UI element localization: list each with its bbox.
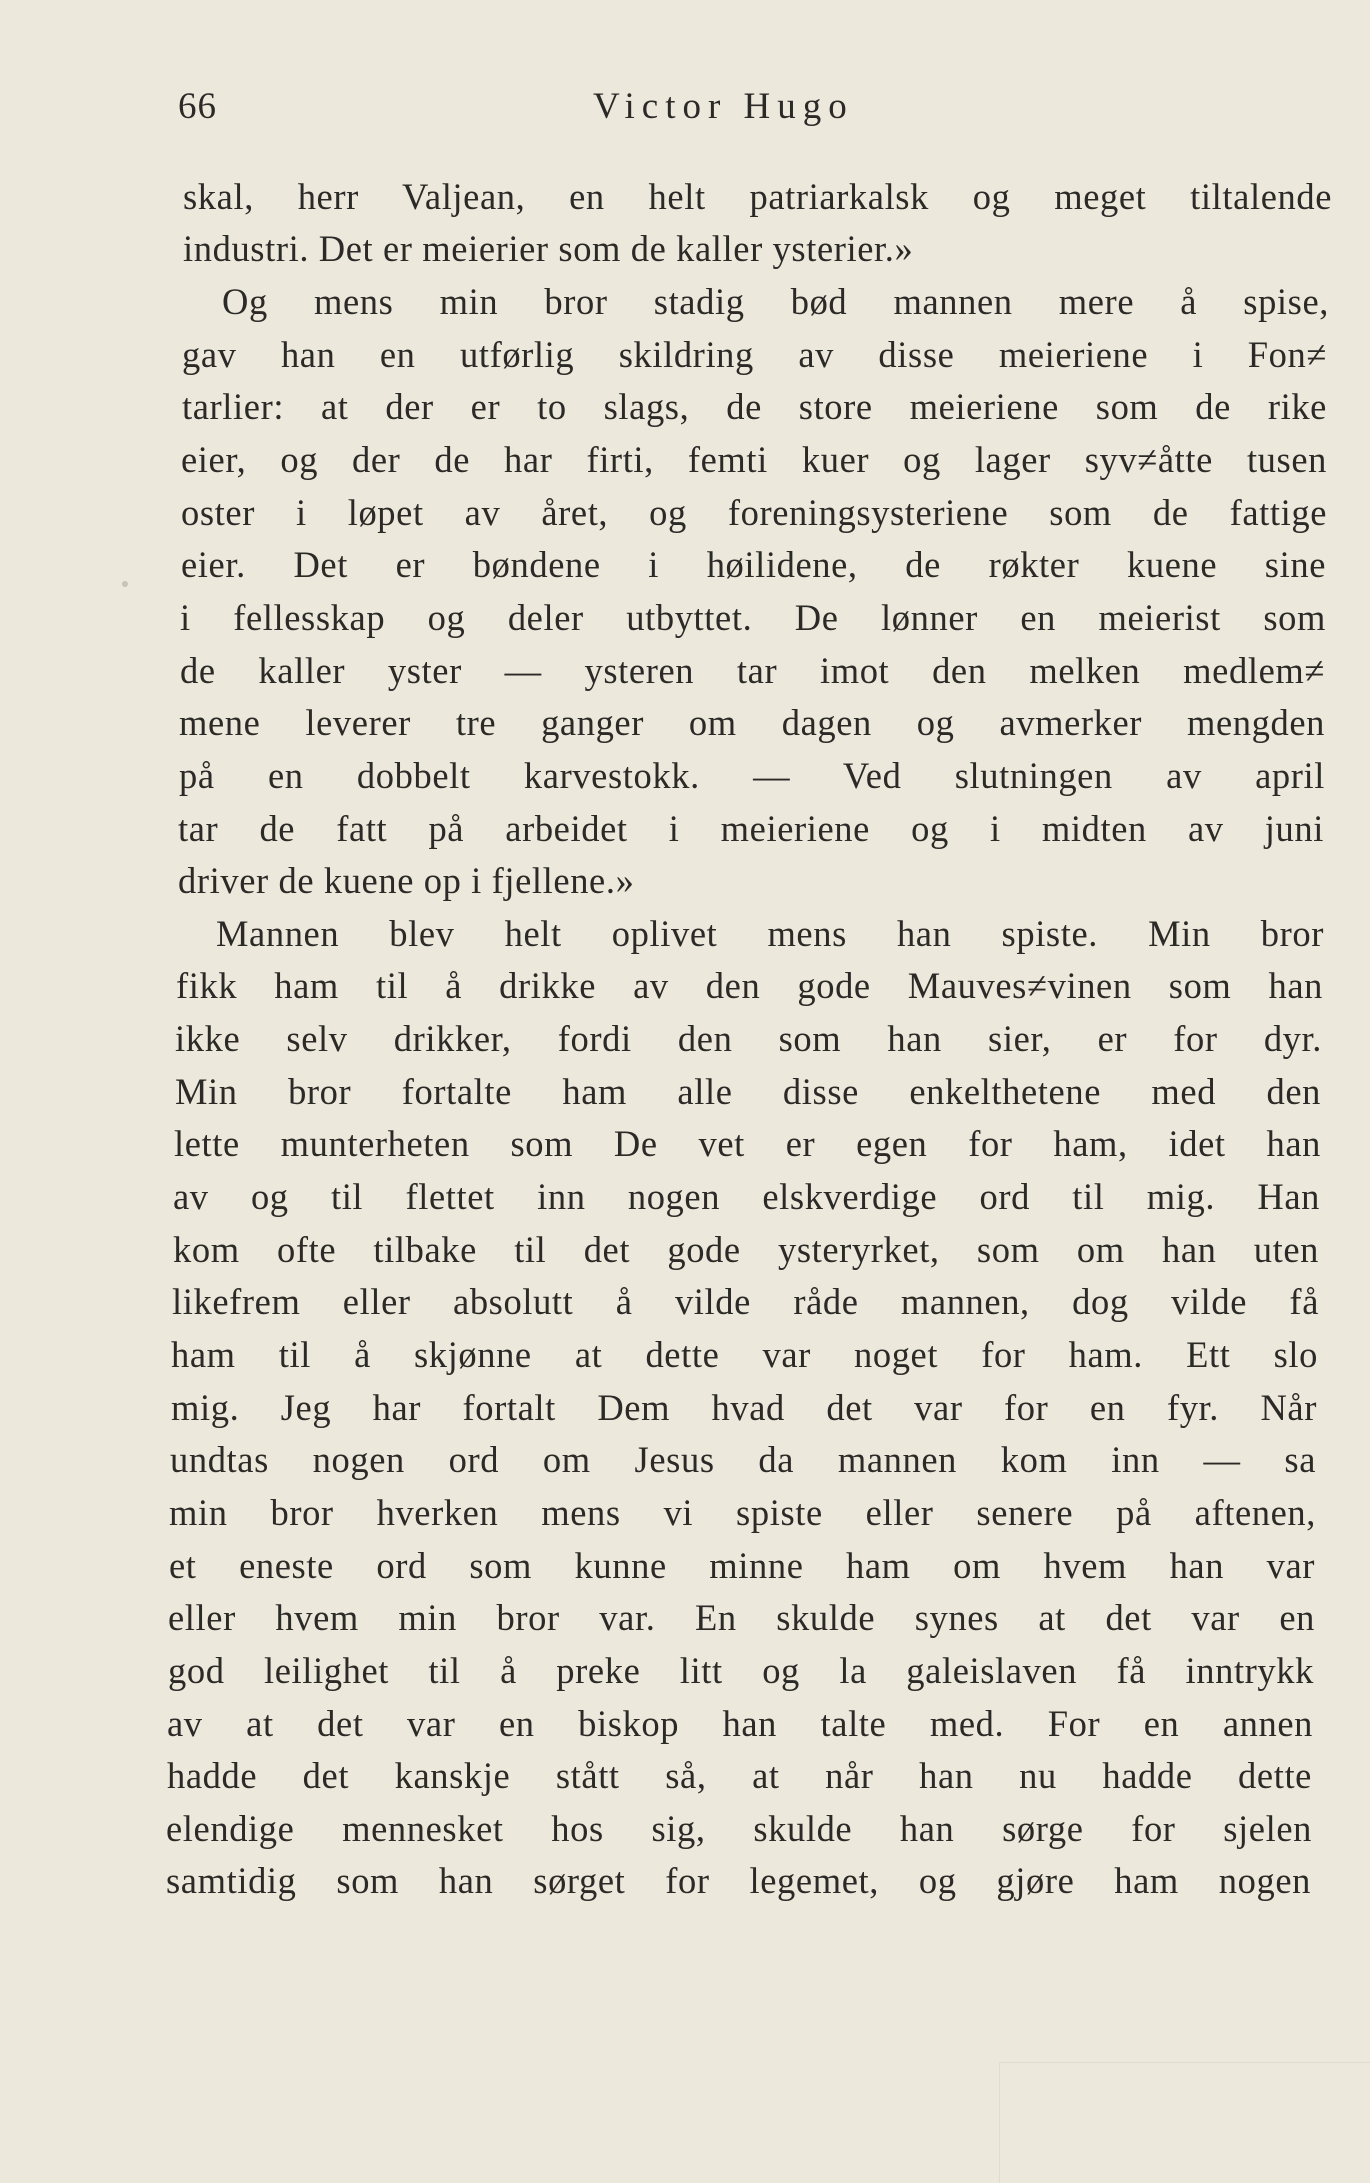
- scan-corner-shadow: [999, 2062, 1370, 2183]
- text-line: likefrem eller absolutt å vilde råde mannen, dog vilde få: [172, 1281, 1319, 1322]
- text-line: av og til flettet inn nogen elskverdige ord til mig. Han: [173, 1176, 1320, 1217]
- text-line: mene leverer tre ganger om dagen og avmerker mengden: [179, 702, 1325, 743]
- text-line: industri. Det er meierier som de kaller ysterier.»: [183, 228, 914, 269]
- text-line: kom ofte tilbake til det gode ysteryrket, som om han uten: [173, 1229, 1319, 1270]
- text-line: fikk ham til å drikke av den gode Mauves≠vinen som han: [176, 965, 1323, 1006]
- text-line: Min bror fortalte ham alle disse enkelthetene med den: [175, 1071, 1321, 1112]
- text-line: hadde det kanskje stått så, at når han nu hadde dette: [167, 1755, 1312, 1796]
- text-line: driver de kuene op i fjellene.»: [178, 860, 635, 901]
- text-line: tar de fatt på arbeidet i meieriene og i midten av juni: [178, 808, 1324, 849]
- text-line: ham til å skjønne at dette var noget for ham. Ett slo: [171, 1334, 1318, 1375]
- text-line: skal, herr Valjean, en helt patriarkalsk og meget tiltalende: [183, 176, 1332, 217]
- text-line: Og mens min bror stadig bød mannen mere å spise,: [222, 281, 1329, 322]
- text-line: de kaller yster — ysteren tar imot den melken medlem≠: [180, 650, 1325, 691]
- running-title: Victor Hugo: [593, 86, 854, 127]
- text-line: min bror hverken mens vi spiste eller senere på aftenen,: [169, 1492, 1316, 1533]
- text-line: undtas nogen ord om Jesus da mannen kom inn — sa: [170, 1439, 1316, 1480]
- text-line: eller hvem min bror var. En skulde synes at det var en: [168, 1597, 1315, 1638]
- page-number: 66: [178, 86, 217, 127]
- text-line: mig. Jeg har fortalt Dem hvad det var for en fyr. Når: [171, 1387, 1317, 1428]
- text-line: ikke selv drikker, fordi den som han sier, er for dyr.: [175, 1018, 1322, 1059]
- text-line: samtidig som han sørget for legemet, og gjøre ham nogen: [166, 1860, 1311, 1901]
- text-line: oster i løpet av året, og foreningsysteriene som de fattige: [181, 492, 1327, 533]
- text-line: god leilighet til å preke litt og la galeislaven få inntrykk: [168, 1650, 1314, 1691]
- text-line: Mannen blev helt oplivet mens han spiste. Min bror: [216, 913, 1324, 954]
- text-line: i fellesskap og deler utbyttet. De lønner en meierist som: [180, 597, 1326, 638]
- text-line: eier, og der de har firti, femti kuer og lager syv≠åtte tusen: [181, 439, 1327, 480]
- text-line: gav han en utførlig skildring av disse meieriene i Fon≠: [182, 334, 1327, 375]
- text-line: av at det var en biskop han talte med. For en annen: [167, 1703, 1313, 1744]
- text-line: på en dobbelt karvestokk. — Ved slutningen av april: [179, 755, 1325, 796]
- text-line: lette munterheten som De vet er egen for ham, idet han: [174, 1123, 1321, 1164]
- text-line: elendige mennesket hos sig, skulde han sørge for sjelen: [166, 1808, 1312, 1849]
- margin-speck: [122, 581, 128, 587]
- text-line: eier. Det er bøndene i høilidene, de røkter kuene sine: [181, 544, 1326, 585]
- text-line: tarlier: at der er to slags, de store meieriene som de rike: [182, 386, 1327, 427]
- page-header: [178, 85, 1288, 145]
- text-line: et eneste ord som kunne minne ham om hvem han var: [169, 1545, 1315, 1586]
